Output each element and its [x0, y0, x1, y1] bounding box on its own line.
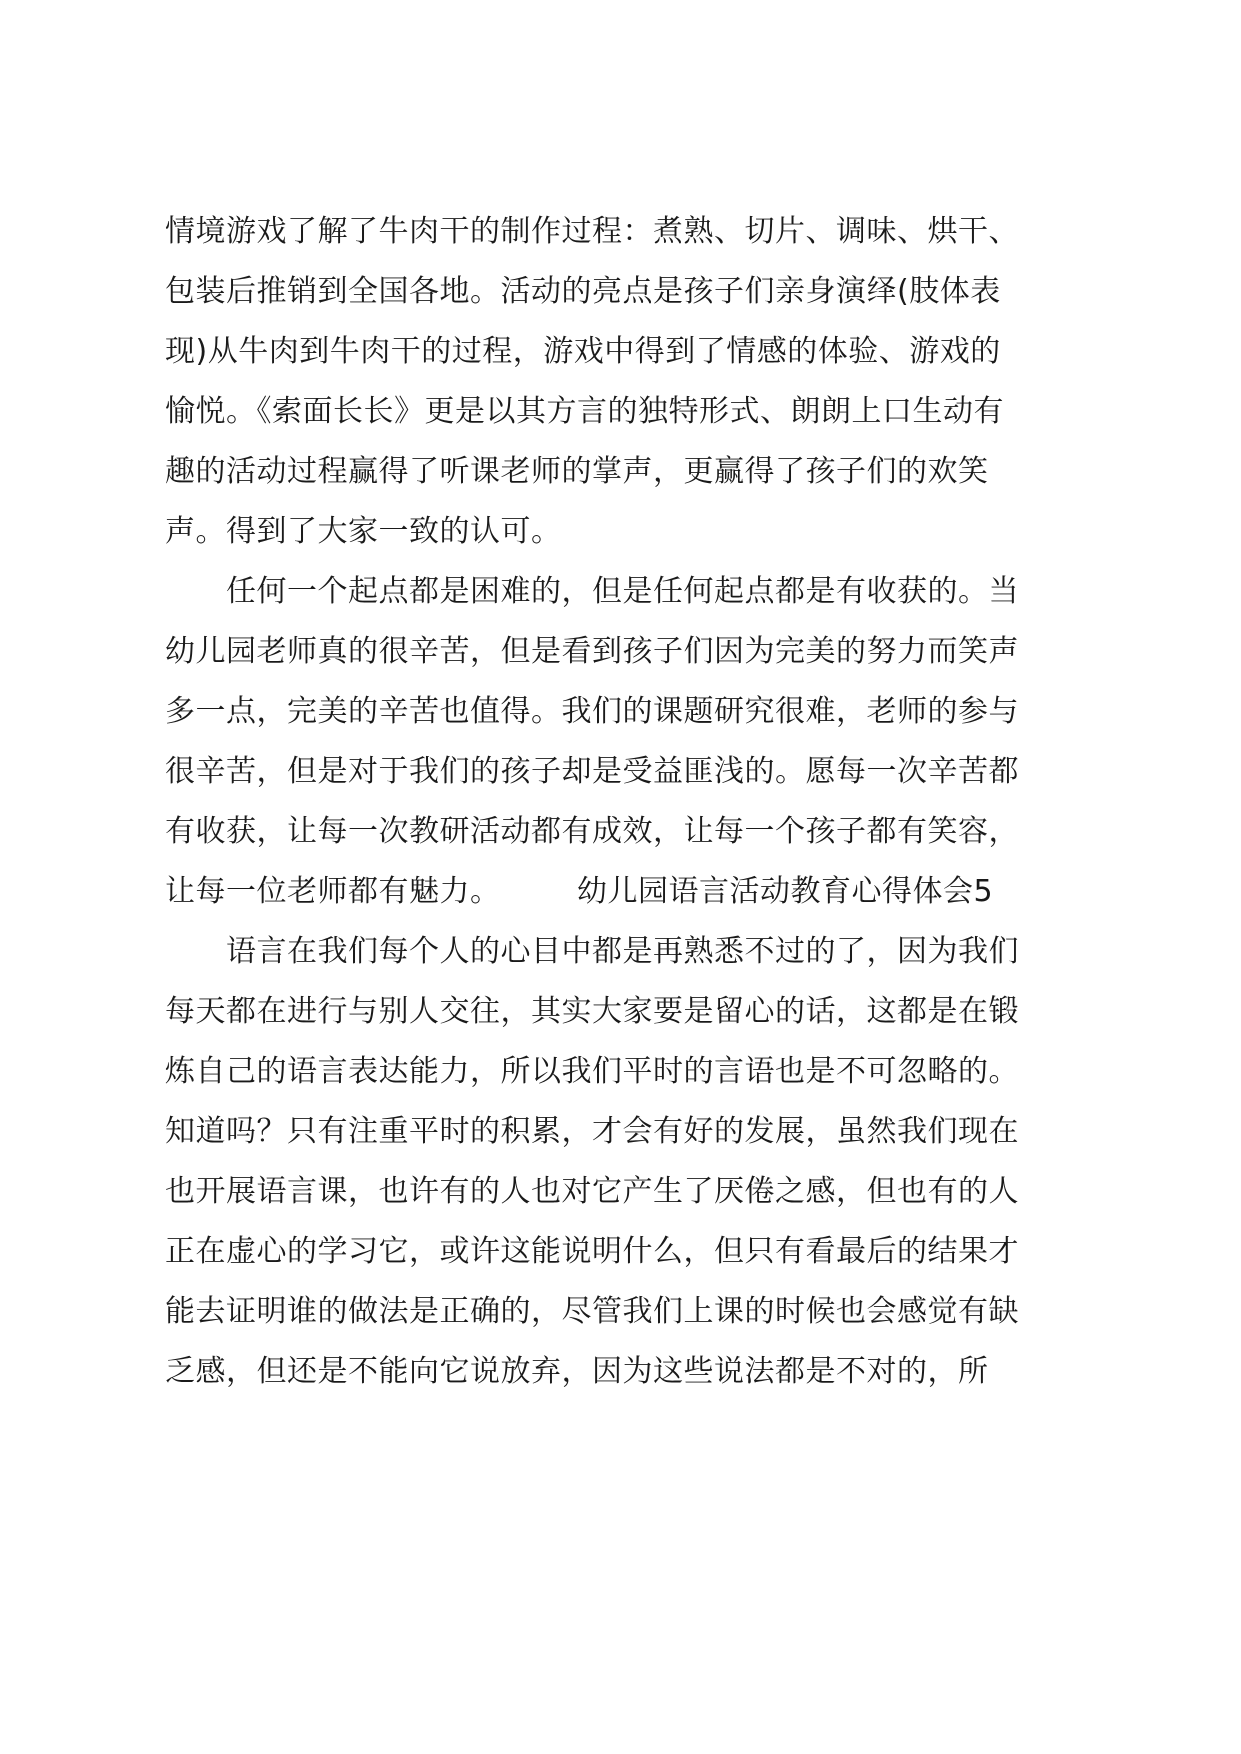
text-line: 情境游戏了解了牛肉干的制作过程：煮熟、切片、调味、烘干、: [165, 214, 1019, 249]
text-line: 声。得到了大家一致的认可。: [165, 514, 562, 549]
text-line: 每天都在进行与别人交往，其实大家要是留心的话，这都是在锻: [165, 994, 1019, 1029]
text-line: 任何一个起点都是困难的，但是任何起点都是有收获的。当: [165, 574, 1019, 609]
text-line: 有收获，让每一次教研活动都有成效，让每一个孩子都有笑容，: [165, 814, 1019, 849]
text-line: 幼儿园老师真的很辛苦，但是看到孩子们因为完美的努力而笑声: [165, 634, 1019, 669]
text-line: 包装后推销到全国各地。活动的亮点是孩子们亲身演绎(肢体表: [165, 274, 1001, 309]
text-line: 现)从牛肉到牛肉干的过程，游戏中得到了情感的体验、游戏的: [165, 334, 1001, 369]
text-line: 能去证明谁的做法是正确的，尽管我们上课的时候也会感觉有缺: [165, 1294, 1019, 1329]
text-line: 多一点，完美的辛苦也值得。我们的课题研究很难，老师的参与: [165, 694, 1019, 729]
text-line: 让每一位老师都有魅力。 幼儿园语言活动教育心得体会5: [165, 874, 994, 909]
text-line: 炼自己的语言表达能力，所以我们平时的言语也是不可忽略的。: [165, 1054, 1019, 1089]
text-line: 愉悦。《索面长长》更是以其方言的独特形式、朗朗上口生动有: [165, 394, 1004, 429]
text-line: 知道吗？只有注重平时的积累，才会有好的发展，虽然我们现在: [165, 1114, 1019, 1149]
text-line: 也开展语言课，也许有的人也对它产生了厌倦之感，但也有的人: [165, 1174, 1019, 1209]
text-line: 趣的活动过程赢得了听课老师的掌声，更赢得了孩子们的欢笑: [165, 454, 989, 489]
text-line: 语言在我们每个人的心目中都是再熟悉不过的了，因为我们: [165, 934, 1019, 969]
text-line: 很辛苦，但是对于我们的孩子却是受益匪浅的。愿每一次辛苦都: [165, 754, 1019, 789]
body-text: [165, 202, 1095, 1402]
text-line: 正在虚心的学习它，或许这能说明什么，但只有看最后的结果才: [165, 1234, 1019, 1269]
text-line: 乏感，但还是不能向它说放弃，因为这些说法都是不对的，所: [165, 1354, 989, 1389]
